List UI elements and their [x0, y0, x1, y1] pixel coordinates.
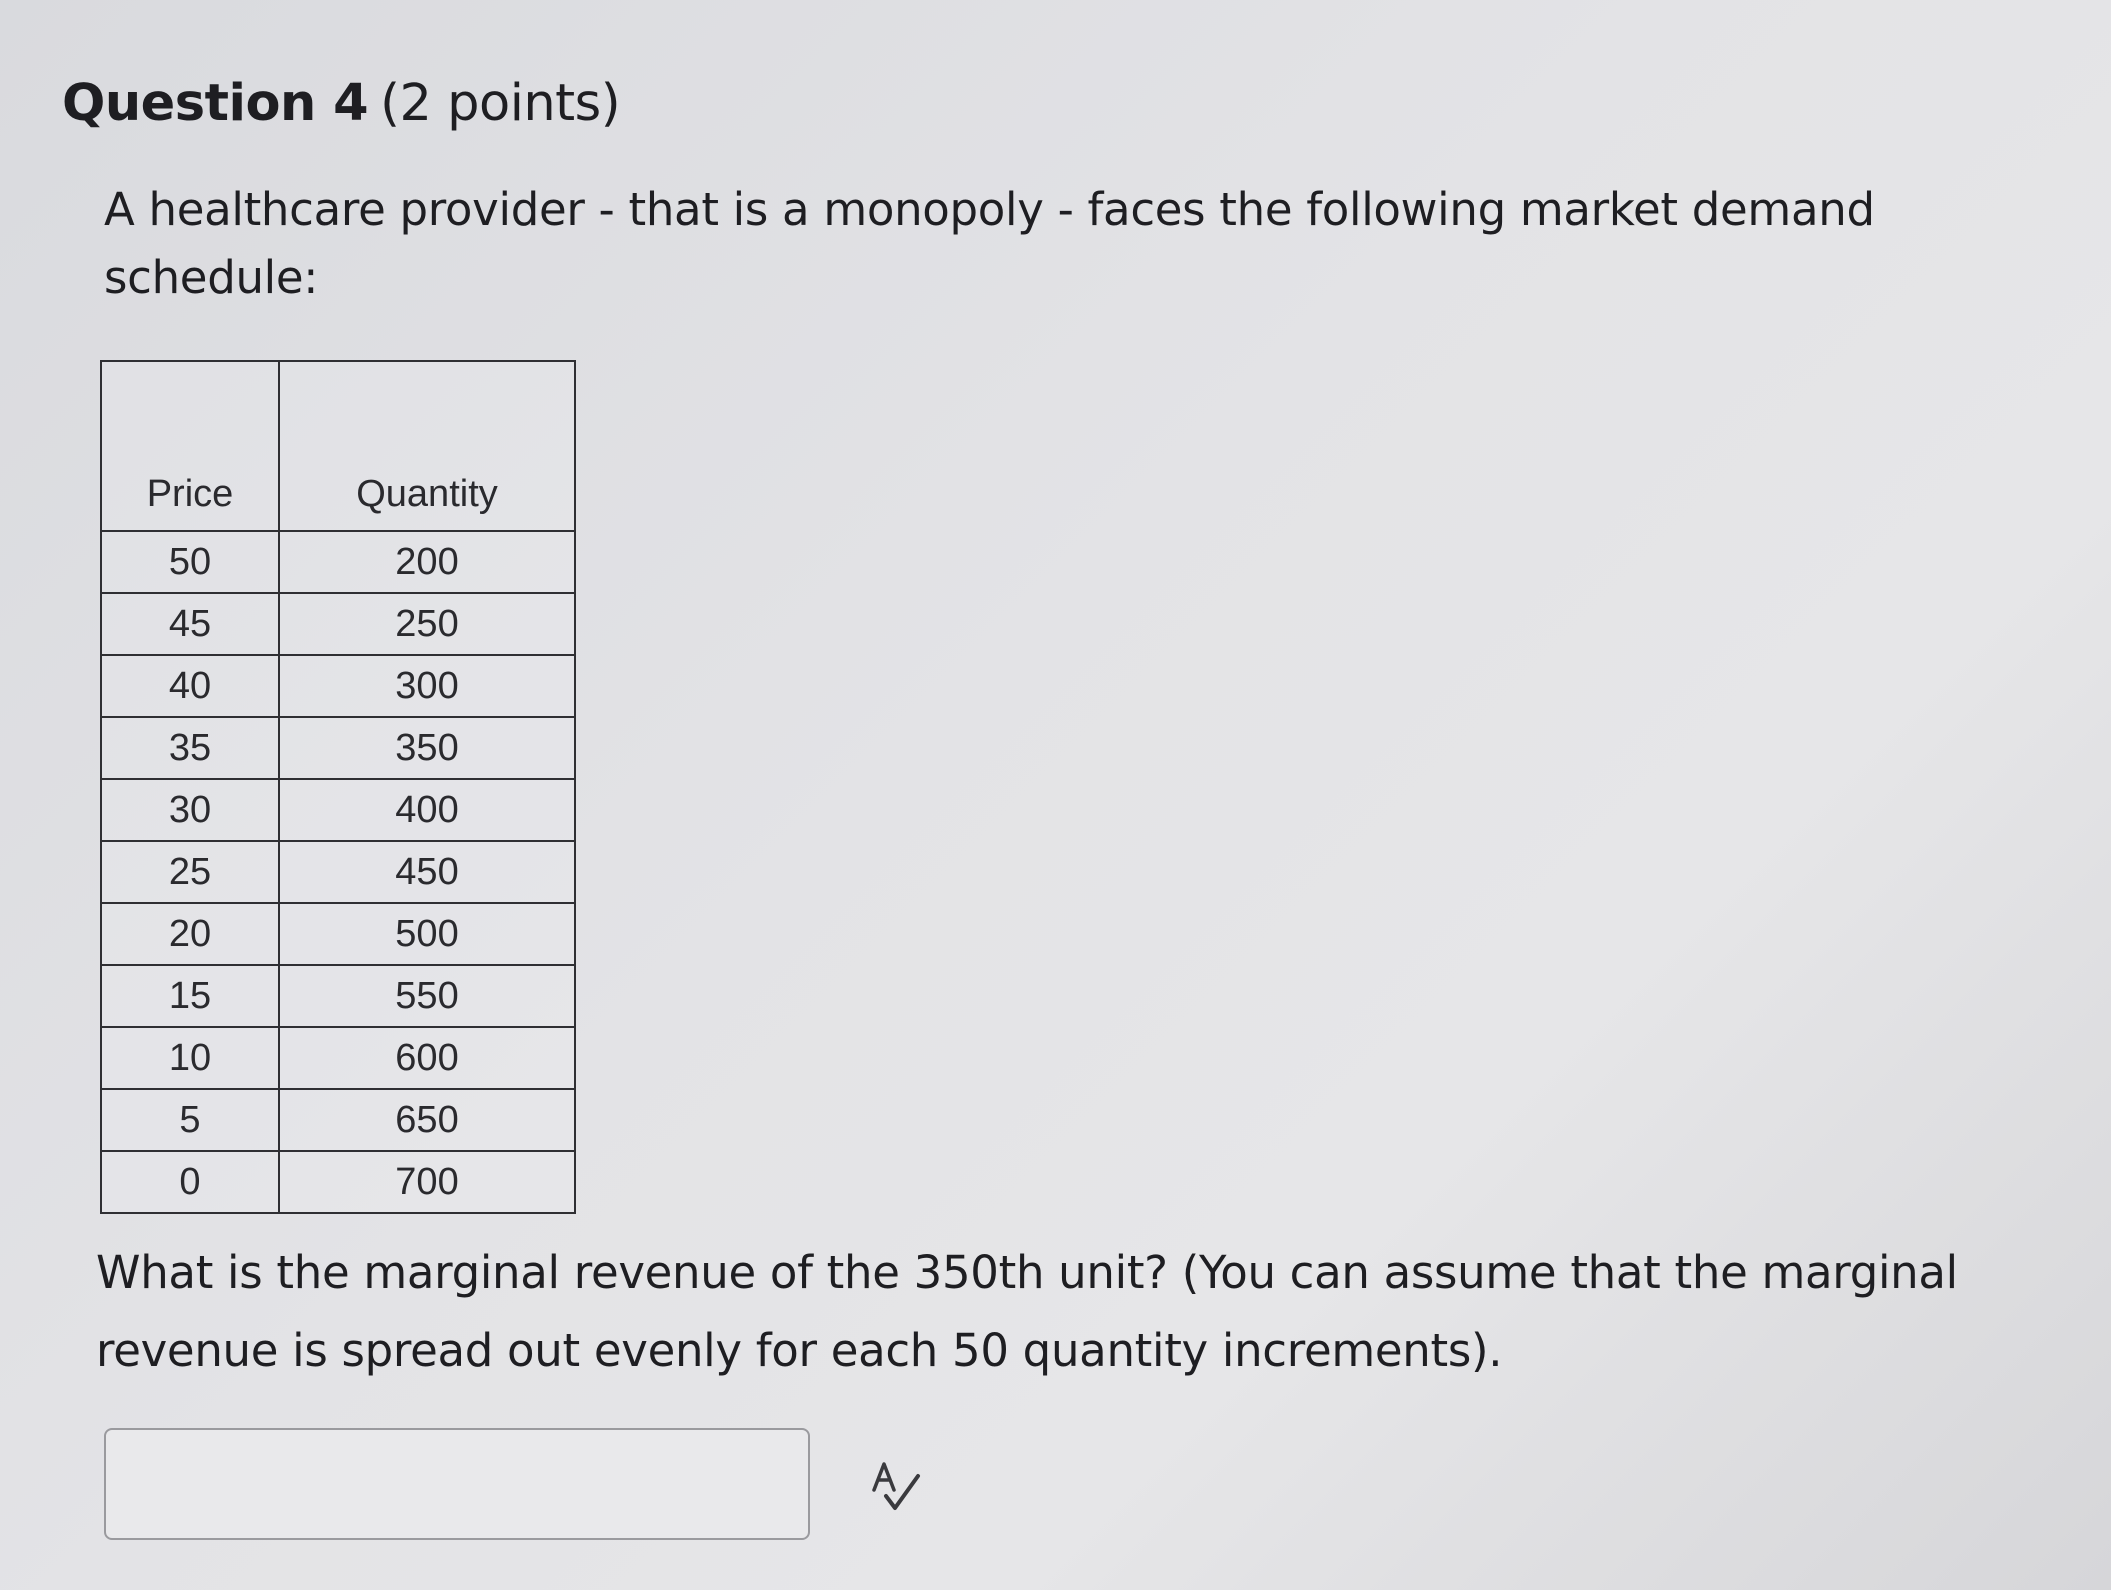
question-points: (2 points)	[380, 74, 621, 133]
quantity-cell: 550	[279, 965, 575, 1027]
demand-schedule-table	[100, 360, 576, 1214]
question-prompt: A healthcare provider - that is a monopoly - faces the following market demand schedule:	[104, 183, 1875, 304]
table-header-row	[101, 361, 575, 531]
answer-input[interactable]	[104, 1428, 810, 1540]
table-row	[101, 779, 575, 841]
quantity-cell: 500	[279, 903, 575, 965]
quantity-cell: 600	[279, 1027, 575, 1089]
table-row	[101, 531, 575, 593]
price-cell: 30	[101, 779, 279, 841]
header-price: Price	[101, 361, 279, 531]
quantity-cell: 650	[279, 1089, 575, 1151]
price-cell: 15	[101, 965, 279, 1027]
table-row	[101, 593, 575, 655]
quantity-cell: 250	[279, 593, 575, 655]
spellcheck-icon[interactable]	[868, 1460, 928, 1516]
price-cell: 5	[101, 1089, 279, 1151]
quantity-cell: 350	[279, 717, 575, 779]
table-row	[101, 841, 575, 903]
quantity-cell: 450	[279, 841, 575, 903]
table-row	[101, 965, 575, 1027]
price-cell: 45	[101, 593, 279, 655]
table-row	[101, 717, 575, 779]
price-cell: 20	[101, 903, 279, 965]
table-row	[101, 655, 575, 717]
header-quantity: Quantity	[279, 361, 575, 531]
quantity-cell: 300	[279, 655, 575, 717]
price-cell: 35	[101, 717, 279, 779]
quantity-cell: 700	[279, 1151, 575, 1213]
price-cell: 0	[101, 1151, 279, 1213]
price-cell: 10	[101, 1027, 279, 1089]
price-cell: 40	[101, 655, 279, 717]
quantity-cell: 400	[279, 779, 575, 841]
question-text: What is the marginal revenue of the 350th unit? (You can assume that the marginal revenue is spread out evenly for each 50 quantity increments).	[96, 1246, 1958, 1377]
price-cell: 25	[101, 841, 279, 903]
table-row	[101, 1089, 575, 1151]
quantity-cell: 200	[279, 531, 575, 593]
question-header	[62, 74, 620, 133]
price-cell: 50	[101, 531, 279, 593]
question-title: Question 4	[62, 74, 369, 133]
table-row	[101, 1027, 575, 1089]
table-row	[101, 903, 575, 965]
table-row	[101, 1151, 575, 1213]
